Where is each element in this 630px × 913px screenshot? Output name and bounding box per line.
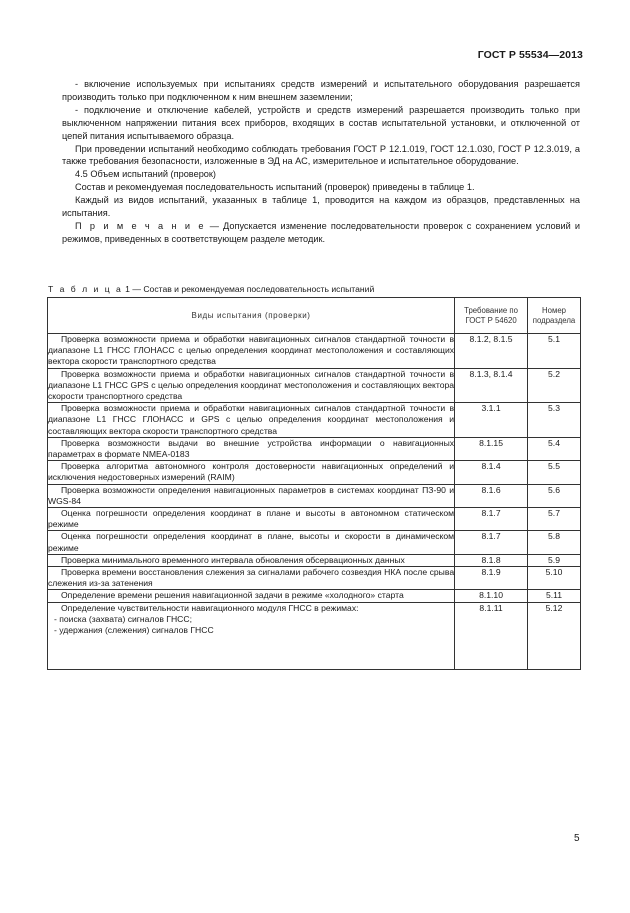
requirement-ref: 8.1.3, 8.1.4 [455, 368, 528, 403]
requirement-ref: 8.1.15 [455, 437, 528, 460]
section-number: 5.6 [528, 484, 581, 507]
requirement-ref: 8.1.10 [455, 590, 528, 602]
table-row [48, 554, 581, 566]
table-row [48, 602, 581, 669]
table-caption-text: 1 — Состав и рекомендуемая последовательность испытаний [122, 284, 375, 294]
test-name: Проверка алгоритма автономного контроля достоверности навигационных определений и исключения недостоверных измерений (RAIM) [48, 461, 455, 483]
section-number: 5.9 [528, 554, 581, 566]
table-row [48, 567, 581, 590]
paragraph: - включение используемых при испытаниях средств измерений и испытательного оборудования разрешается производить только при подключенном к ним внешнем заземлении; [62, 79, 580, 102]
test-name: Оценка погрешности определения координат в плане и высоты в автономном статическом режиме [48, 508, 455, 530]
test-name: Определение времени решения навигационной задачи в режиме «холодного» старта [48, 590, 455, 602]
section-number: 5.5 [528, 461, 581, 484]
section-heading: 4.5 Объем испытаний (проверок) [75, 169, 216, 180]
test-name: Проверка возможности приема и обработки навигационных сигналов стандартной точности в диапазоне L1 ГНСС ГЛОНАСС с целью определения координат местоположения и составляющих вектора скорости транспортного средства [48, 334, 455, 367]
section-number: 5.3 [528, 403, 581, 438]
requirement-ref: 8.1.9 [455, 567, 528, 590]
requirement-ref: 8.1.11 [455, 602, 528, 669]
note [62, 220, 580, 246]
requirement-ref: 8.1.7 [455, 508, 528, 531]
table-header-row [48, 298, 581, 334]
table-row [48, 368, 581, 403]
test-name: Оценка погрешности определения координат в плане, высоты и скорости в динамическом режиме [48, 531, 455, 553]
body-text [62, 78, 580, 246]
section-number: 5.10 [528, 567, 581, 590]
test-name: Проверка возможности приема и обработки навигационных сигналов стандартной точности в диапазоне L1 ГНСС GPS с целью определения координат местоположения и составляющих вектора скорости транспортного средства [48, 368, 455, 402]
section-number: 5.2 [528, 368, 581, 403]
requirement-ref: 8.1.6 [455, 484, 528, 507]
table-row [48, 484, 581, 507]
section-number: 5.4 [528, 437, 581, 460]
section-number: 5.7 [528, 508, 581, 531]
paragraph: - подключение и отключение кабелей, устройств и средств измерений разрешается производить только при выключенном напряжении питания всех приборов, входящих в состав испытательной установки, и отключенной от цепей питания испытываемого образца. [62, 104, 580, 141]
paragraph: При проведении испытаний необходимо соблюдать требования ГОСТ Р 12.1.019, ГОСТ 12.1.030, ГОСТ Р 12.3.019, а также требования безопасности, изложенные в ЭД на АС, измерительное и испытательное оборудование. [62, 143, 580, 167]
header-section-number: Номер подраздела [528, 298, 581, 334]
requirement-ref: 8.1.2, 8.1.5 [455, 334, 528, 369]
table-row [48, 437, 581, 460]
table-row [48, 508, 581, 531]
requirement-ref: 8.1.4 [455, 461, 528, 484]
test-name: Проверка возможности приема и обработки навигационных сигналов стандартной точности в диапазоне L1 ГНСС ГЛОНАСС и GPS с целью определения координат местоположения и составляющих вектора скорости транспортного средства [48, 403, 455, 436]
requirement-ref: 3.1.1 [455, 403, 528, 438]
requirement-ref: 8.1.7 [455, 531, 528, 554]
section-number: 5.1 [528, 334, 581, 369]
note-label: П р и м е ч а н и е [75, 220, 206, 231]
header-requirement: Требование по ГОСТ Р 54620 [455, 298, 528, 334]
table-row [48, 590, 581, 602]
test-name: Проверка возможности определения навигационных параметров в системах координат ПЗ-90 и WGS-84 [48, 484, 455, 506]
tests-table [47, 297, 581, 670]
list-item: - удержания (слежения) сигналов ГНСС [54, 625, 214, 636]
paragraph: Состав и рекомендуемая последовательность испытаний (проверок) приведены в таблице 1. [75, 182, 475, 193]
table-row [48, 531, 581, 554]
table-caption-label: Т а б л и ц а [48, 284, 123, 294]
section-number: 5.11 [528, 590, 581, 602]
table-row [48, 461, 581, 484]
table-row [48, 334, 581, 369]
test-name: Проверка минимального временного интервала обновления обсервационных данных [48, 554, 455, 566]
document-header: ГОСТ Р 55534—2013 [477, 49, 583, 61]
requirement-ref: 8.1.8 [455, 554, 528, 566]
header-test-type: Виды испытания (проверки) [48, 298, 455, 334]
table-caption [48, 284, 374, 294]
test-name: Проверка времени восстановления слежения за сигналами рабочего созвездия НКА после срыва слежения из-за затенения [48, 567, 455, 589]
list-item: - поиска (захвата) сигналов ГНСС; [54, 613, 192, 624]
test-name: Проверка возможности выдачи во внешние устройства информации о навигационных параметрах в формате NMEA-0183 [48, 437, 455, 460]
table-row [48, 403, 581, 438]
page-number: 5 [574, 833, 580, 844]
paragraph: Каждый из видов испытаний, указанных в таблице 1, проводится на каждом из образцов, представленных на испытания. [62, 195, 580, 219]
section-number: 5.12 [528, 602, 581, 669]
test-name: Определение чувствительности навигационного модуля ГНСС в режимах: - поиска (захвата) сигналов ГНСС; - удержания (слежения) сигналов ГНСС [48, 602, 455, 669]
note-text: — Допускается изменение последовательности проверок с сохранением условий и режимов, приведенных в соответствующем разделе методик. [62, 220, 580, 244]
section-number: 5.8 [528, 531, 581, 554]
